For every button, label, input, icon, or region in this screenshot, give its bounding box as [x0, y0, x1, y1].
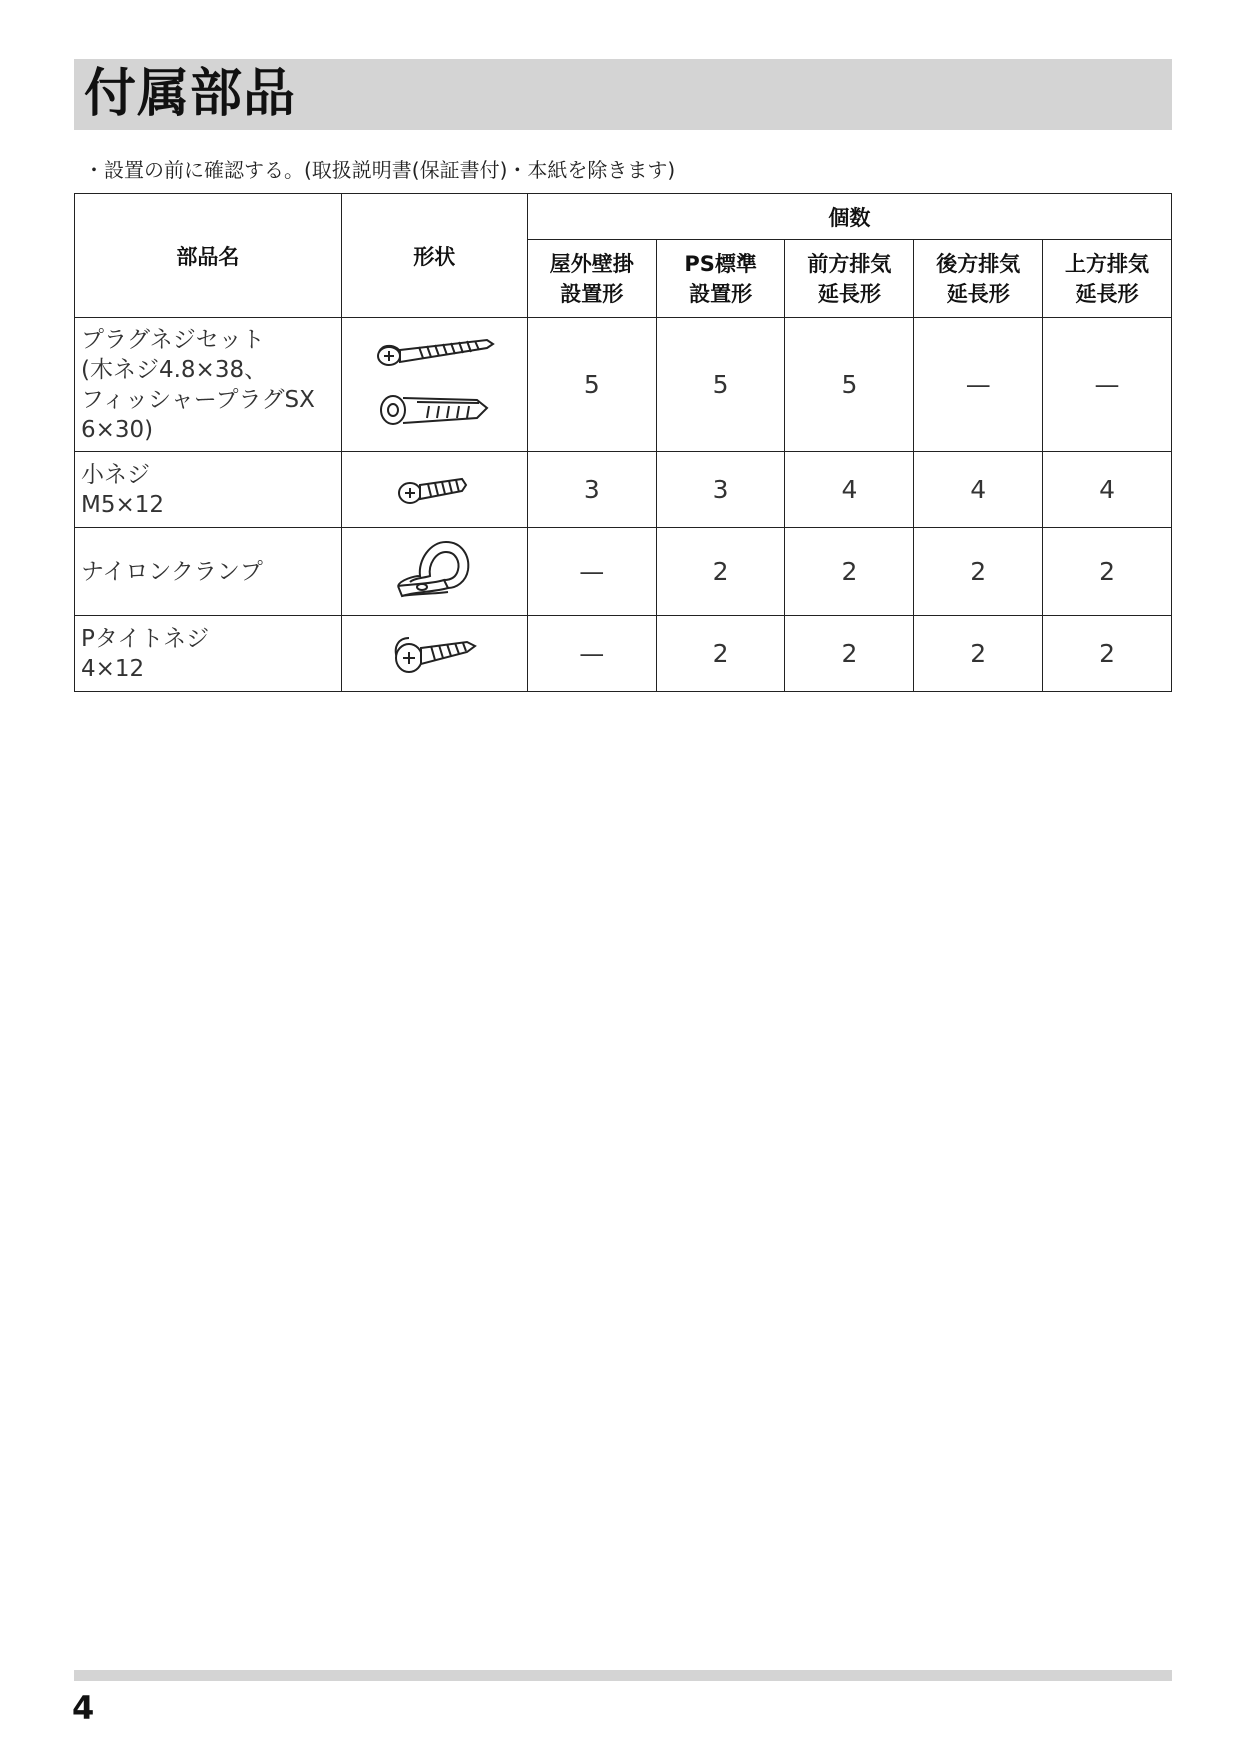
note-text: ・設置の前に確認する。(取扱説明書(保証書付)・本紙を除きます) [84, 158, 676, 182]
count-cell: 3 [656, 452, 785, 528]
header-col-rear-exhaust [914, 240, 1043, 318]
header-col-ps-standard [656, 240, 785, 318]
part-name-cell [75, 528, 342, 616]
header-line: PS標準 [684, 251, 757, 276]
count-cell: 5 [656, 318, 785, 452]
page-number: 4 [72, 1689, 95, 1727]
count-cell: 4 [1043, 452, 1172, 528]
page-title: 付属部品 [84, 64, 297, 124]
header-line: 前方排気 [807, 251, 892, 276]
part-name-line: フィッシャープラグSX [81, 386, 315, 413]
shape-cell [341, 616, 527, 692]
part-name-line: 6×30) [81, 416, 154, 443]
part-name-line: Pタイトネジ [81, 625, 210, 652]
tapping-screw-icon [389, 624, 479, 684]
count-cell: 5 [785, 318, 914, 452]
header-line: 屋外壁掛 [549, 251, 634, 276]
shape-cell [341, 528, 527, 616]
count-cell: 4 [914, 452, 1043, 528]
header-line: 設置形 [689, 281, 753, 306]
count-cell: 3 [527, 452, 656, 528]
machine-screw-icon [394, 465, 474, 515]
count-cell: 4 [785, 452, 914, 528]
count-cell: 2 [656, 616, 785, 692]
title-bar [74, 59, 1172, 130]
part-name-cell [75, 452, 342, 528]
count-cell: 2 [1043, 616, 1172, 692]
parts-table [74, 193, 1172, 692]
count-cell: 2 [914, 616, 1043, 692]
header-col-top-exhaust [1043, 240, 1172, 318]
table-row [75, 452, 1172, 528]
header-col-front-exhaust [785, 240, 914, 318]
table-row [75, 318, 1172, 452]
header-part-name: 部品名 [75, 194, 342, 318]
shape-cell [341, 318, 527, 452]
part-name-line: ナイロンクランプ [81, 558, 263, 585]
count-cell: — [914, 318, 1043, 452]
header-line: 上方排気 [1065, 251, 1150, 276]
header-line: 後方排気 [936, 251, 1021, 276]
header-col-outdoor-wall [527, 240, 656, 318]
shape-cell [341, 452, 527, 528]
part-name-line: M5×12 [81, 491, 165, 518]
header-count: 個数 [527, 194, 1171, 240]
header-shape: 形状 [341, 194, 527, 318]
header-line: 延長形 [946, 281, 1010, 306]
nylon-clamp-icon [384, 532, 484, 612]
part-name-line: 4×12 [81, 655, 145, 682]
count-cell: 2 [785, 528, 914, 616]
header-line: 延長形 [817, 281, 881, 306]
wood-screw-and-plug-icon [369, 330, 499, 440]
count-cell: 2 [914, 528, 1043, 616]
count-cell: 2 [656, 528, 785, 616]
footer-bar [74, 1670, 1172, 1681]
table-row [75, 528, 1172, 616]
count-cell: — [1043, 318, 1172, 452]
part-name-cell [75, 616, 342, 692]
part-name-line: 小ネジ [81, 461, 150, 488]
part-name-line: (木ネジ4.8×38、 [81, 356, 268, 383]
count-cell: — [527, 528, 656, 616]
count-cell: — [527, 616, 656, 692]
count-cell: 2 [785, 616, 914, 692]
table-row [75, 616, 1172, 692]
count-cell: 5 [527, 318, 656, 452]
header-line: 延長形 [1075, 281, 1139, 306]
header-line: 設置形 [560, 281, 624, 306]
part-name-line: プラグネジセット [81, 326, 265, 353]
count-cell: 2 [1043, 528, 1172, 616]
part-name-cell [75, 318, 342, 452]
